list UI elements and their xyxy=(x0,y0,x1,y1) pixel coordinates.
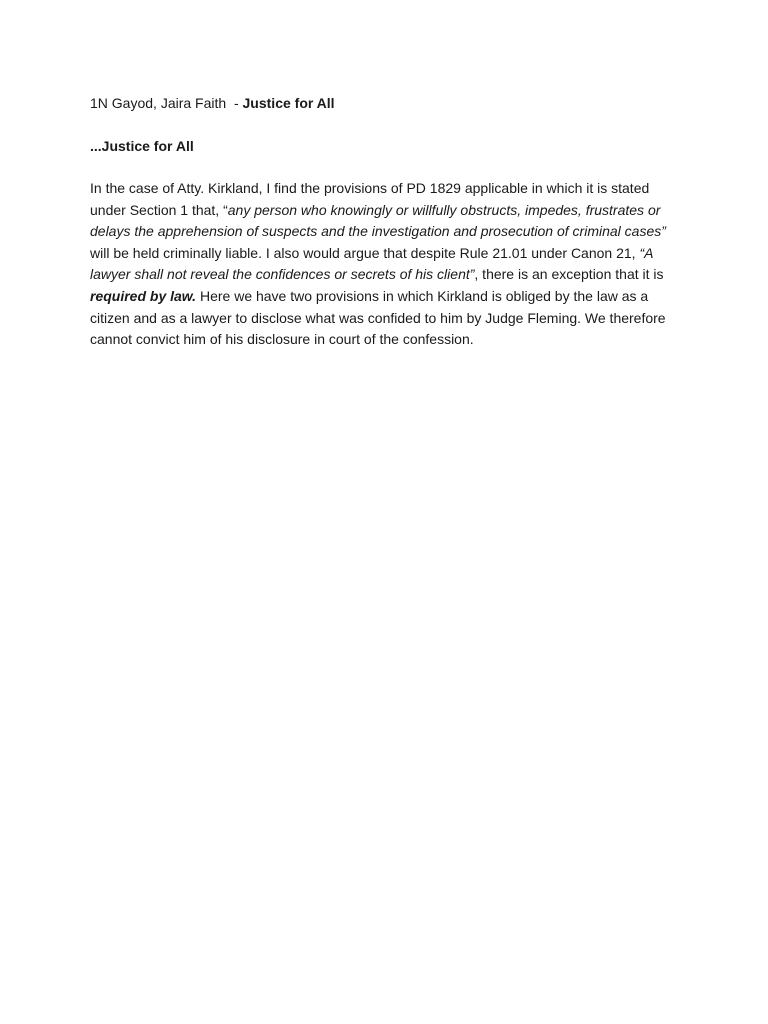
section-heading: ...Justice for All xyxy=(90,138,194,154)
document-page xyxy=(90,93,682,351)
quote-rule-21-01: “A lawyer shall not reveal the confidences or secrets of his client” xyxy=(90,244,653,283)
paragraph-text-4: Here we have two provisions in which Kirkland is obliged by the law as a citizen and as a lawyer to disclose what was confided to him by Judge Fleming. We therefore cannot convict him of his disclosure in court of the confession. xyxy=(90,287,666,348)
paragraph-text-2: will be held criminally liable. I also would argue that despite Rule 21.01 under Canon 21, xyxy=(90,244,640,261)
body-paragraph xyxy=(90,178,682,351)
author-name: 1N Gayod, Jaira Faith xyxy=(90,95,227,111)
paragraph-text-1: In the case of Atty. Kirkland, I find the provisions of PD 1829 applicable in which it is stated under Section 1 that, “ xyxy=(90,180,650,218)
header-separator: - xyxy=(226,95,243,111)
paragraph-text-3: , there is an exception that it is xyxy=(474,266,664,283)
document-header xyxy=(90,93,682,113)
document-title: Justice for All xyxy=(242,95,335,111)
quote-pd-1829: any person who knowingly or willfully obstructs, impedes, frustrates or delays the apprehension of suspects and the investigation and prosecution of criminal cases” xyxy=(90,201,666,240)
emphasis-required-by-law: required by law. xyxy=(90,287,197,304)
